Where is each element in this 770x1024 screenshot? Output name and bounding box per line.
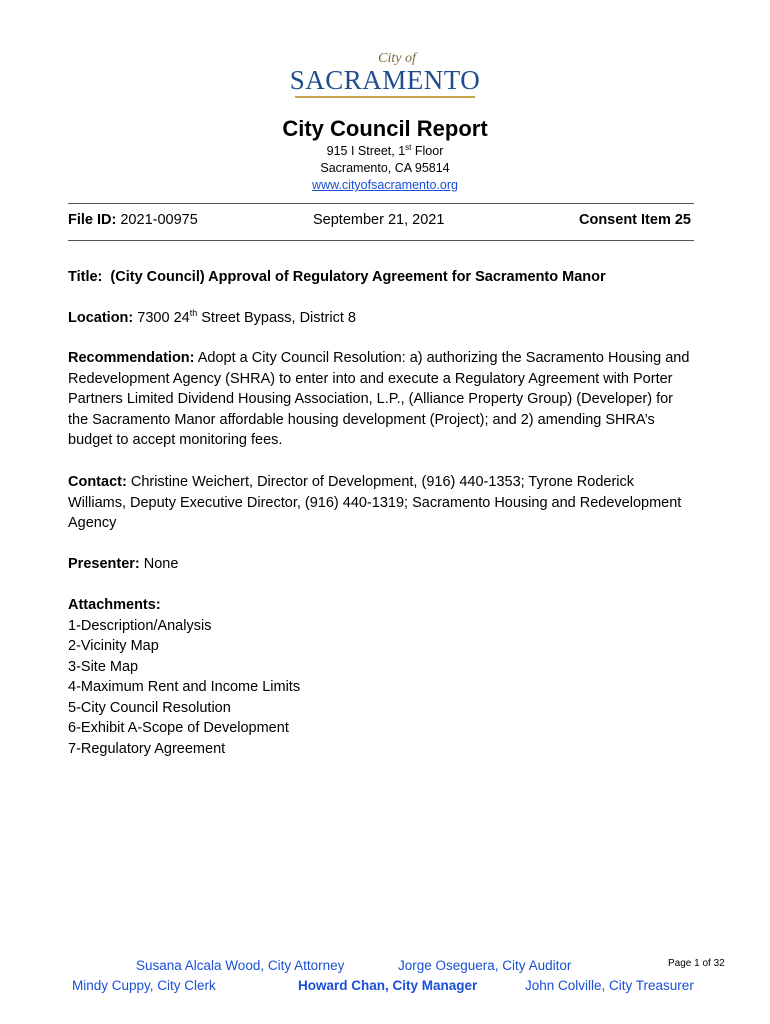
logo-underline [295, 96, 475, 98]
bottom-divider [68, 240, 694, 241]
footer-city-auditor: Jorge Oseguera, City Auditor [398, 958, 572, 973]
report-title: City Council Report [282, 116, 488, 141]
top-divider [68, 203, 694, 204]
website-link[interactable]: www.cityofsacramento.org [312, 178, 458, 192]
logo-city-of: City of [378, 51, 416, 66]
footer-city-treasurer: John Colville, City Treasurer [525, 978, 694, 993]
website-link-row [0, 178, 770, 192]
consent-item: Consent Item 25 [579, 212, 691, 228]
attachment-item: 1-Description/Analysis [68, 617, 212, 634]
meeting-date: September 21, 2021 [313, 212, 445, 228]
report-title-line: Title: (City Council) Approval of Regulatory Agreement for Sacramento Manor [68, 269, 606, 285]
attachment-item: 7-Regulatory Agreement [68, 740, 226, 757]
attachments [68, 595, 696, 759]
footer-city-attorney: Susana Alcala Wood, City Attorney [136, 958, 345, 973]
page-number: Page 1 of 32 [668, 958, 725, 969]
city-logo [0, 52, 770, 98]
file-id: File ID: 2021-00975 [68, 212, 198, 228]
attachment-item: 6-Exhibit A-Scope of Development [68, 720, 289, 736]
footer-city-manager: Howard Chan, City Manager [298, 978, 478, 993]
contact: Contact: Christine Weichert, Director of Development, (916) 440-1353; Tyrone Roderick Williams, Deputy Executive Director, (916) 440-1319; Sacramento Housing and Redevelopment Agency [68, 474, 682, 531]
footer-city-clerk: Mindy Cuppy, City Clerk [72, 978, 216, 993]
location: Location: 7300 24th Street Bypass, District 8 [68, 308, 356, 326]
attachment-item: 4-Maximum Rent and Income Limits [68, 679, 301, 695]
presenter: Presenter: None [68, 556, 179, 572]
attachment-item: 5-City Council Resolution [68, 699, 231, 716]
street-address: 915 I Street, 1st Floor [326, 143, 444, 159]
attachment-item: 3-Site Map [68, 658, 139, 675]
attachment-item: 2-Vicinity Map [68, 638, 159, 654]
city-state-zip: Sacramento, CA 95814 [320, 161, 450, 175]
attachments-label: Attachments: [68, 597, 161, 613]
logo-sacramento: SACRAMENTO [289, 65, 481, 95]
recommendation: Recommendation: Adopt a City Council Resolution: a) authorizing the Sacramento Housing and Redevelopment Agency (SHRA) to enter into and execute a Regulatory Agreement with Porter Partners Limited Dividend Housing Association, L.P., (Alliance Property Group) (Developer) for the Sacramento Manor affordable housing development (Project); and 2) amending SHRA’s budget to accept monitoring fees. [68, 350, 690, 448]
